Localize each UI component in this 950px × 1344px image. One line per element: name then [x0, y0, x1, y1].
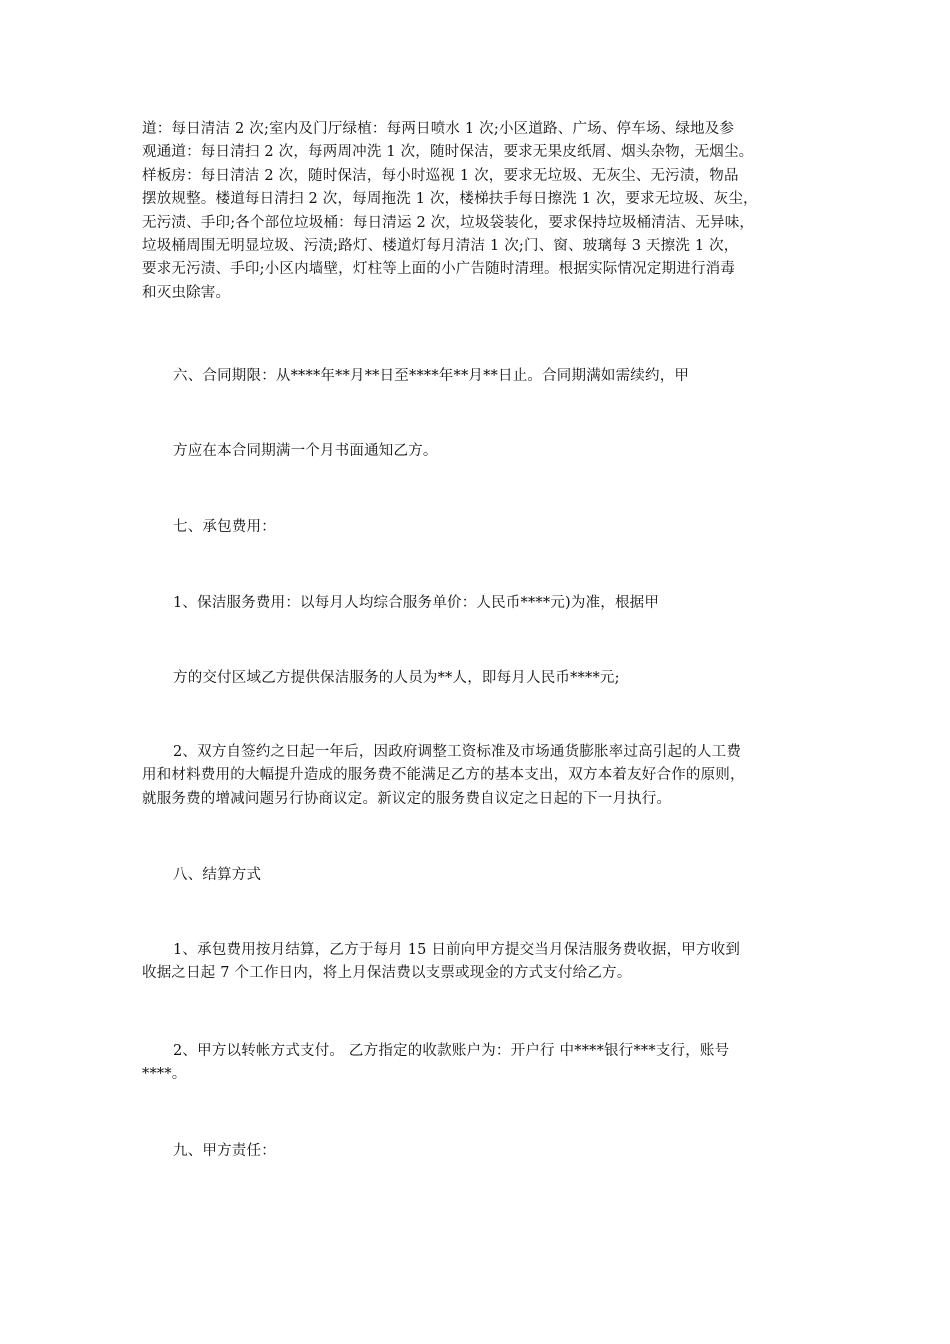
fee-item-1-continued: 方的交付区域乙方提供保洁服务的人员为**人，即每月人民币****元;	[173, 670, 620, 686]
text-line: 和灭虫除害。	[142, 284, 231, 301]
contract-term-notice: 方应在本合同期满一个月书面通知乙方。	[173, 443, 438, 459]
text-line: 道：每日清洁 2 次;室内及门厅绿植：每两日喷水 1 次;小区道路、广场、停车场、绿地及参	[142, 121, 735, 137]
text-line: 要求无污渍、手印;小区内墙壁，灯柱等上面的小广告随时清理。根据实际情况定期进行消毒	[142, 261, 736, 278]
fee-item-1: 1、保洁服务费用：以每月人均综合服务单价：人民币****元)为准，根据甲	[173, 595, 660, 611]
text-line: 垃圾桶周围无明显垃圾、污渍;路灯、楼道灯每月清洁 1 次;门、窗、玻璃每 3 天擦洗 1 次，	[142, 238, 739, 255]
text-line: 样板房：每日清洁 2 次，随时保洁，每小时巡视 1 次，要求无垃圾、无灰尘、无污渍，物品	[142, 167, 739, 184]
contract-fee-heading: 七、承包费用：	[173, 519, 276, 535]
text-line: 就服务费的增减问题另行协商议定。新议定的服务费自议定之日起的下一月执行。	[142, 790, 672, 807]
text-line: 收据之日起 7 个工作日内，将上月保洁费以支票或现金的方式支付给乙方。	[142, 965, 632, 982]
cleaning-standards-paragraph	[142, 118, 814, 305]
text-line: 用和材料费用的大幅提升造成的服务费不能满足乙方的基本支出，双方本着友好合作的原则，	[142, 767, 745, 784]
text-line: 2、甲方以转帐方式支付。 乙方指定的收款账户为：开户行 中****银行***支行，账号	[173, 1043, 730, 1059]
party-a-responsibility-heading: 九、甲方责任：	[173, 1143, 276, 1159]
text-line: 观通道：每日清扫 2 次，每两周冲洗 1 次，随时保洁，要求无果皮纸屑、烟头杂物，无烟尘。	[142, 144, 754, 161]
text-line: 2、双方自签约之日起一年后，因政府调整工资标准及市场通货膨胀率过高引起的人工费	[173, 744, 742, 760]
text-line: 1、承包费用按月结算，乙方于每月 15 日前向甲方提交当月保洁服务费收据，甲方收到	[173, 942, 741, 958]
text-line: 无污渍、手印;各个部位垃圾桶：每日清运 2 次，垃圾袋装化，要求保持垃圾桶清洁、无异味，	[142, 214, 755, 231]
settlement-heading: 八、结算方式	[173, 867, 262, 883]
text-line: ****。	[142, 1066, 187, 1083]
fee-item-2	[142, 741, 814, 811]
settlement-item-1	[142, 939, 814, 986]
settlement-item-2	[142, 1040, 814, 1087]
contract-term-heading: 六、合同期限：从****年**月**日至****年**月**日止。合同期满如需续约，甲	[173, 368, 690, 384]
text-line: 摆放规整。楼道每日清扫 2 次，每周拖洗 1 次，楼梯扶手每日擦洗 1 次，要求无垃圾、灰尘，	[142, 191, 758, 208]
